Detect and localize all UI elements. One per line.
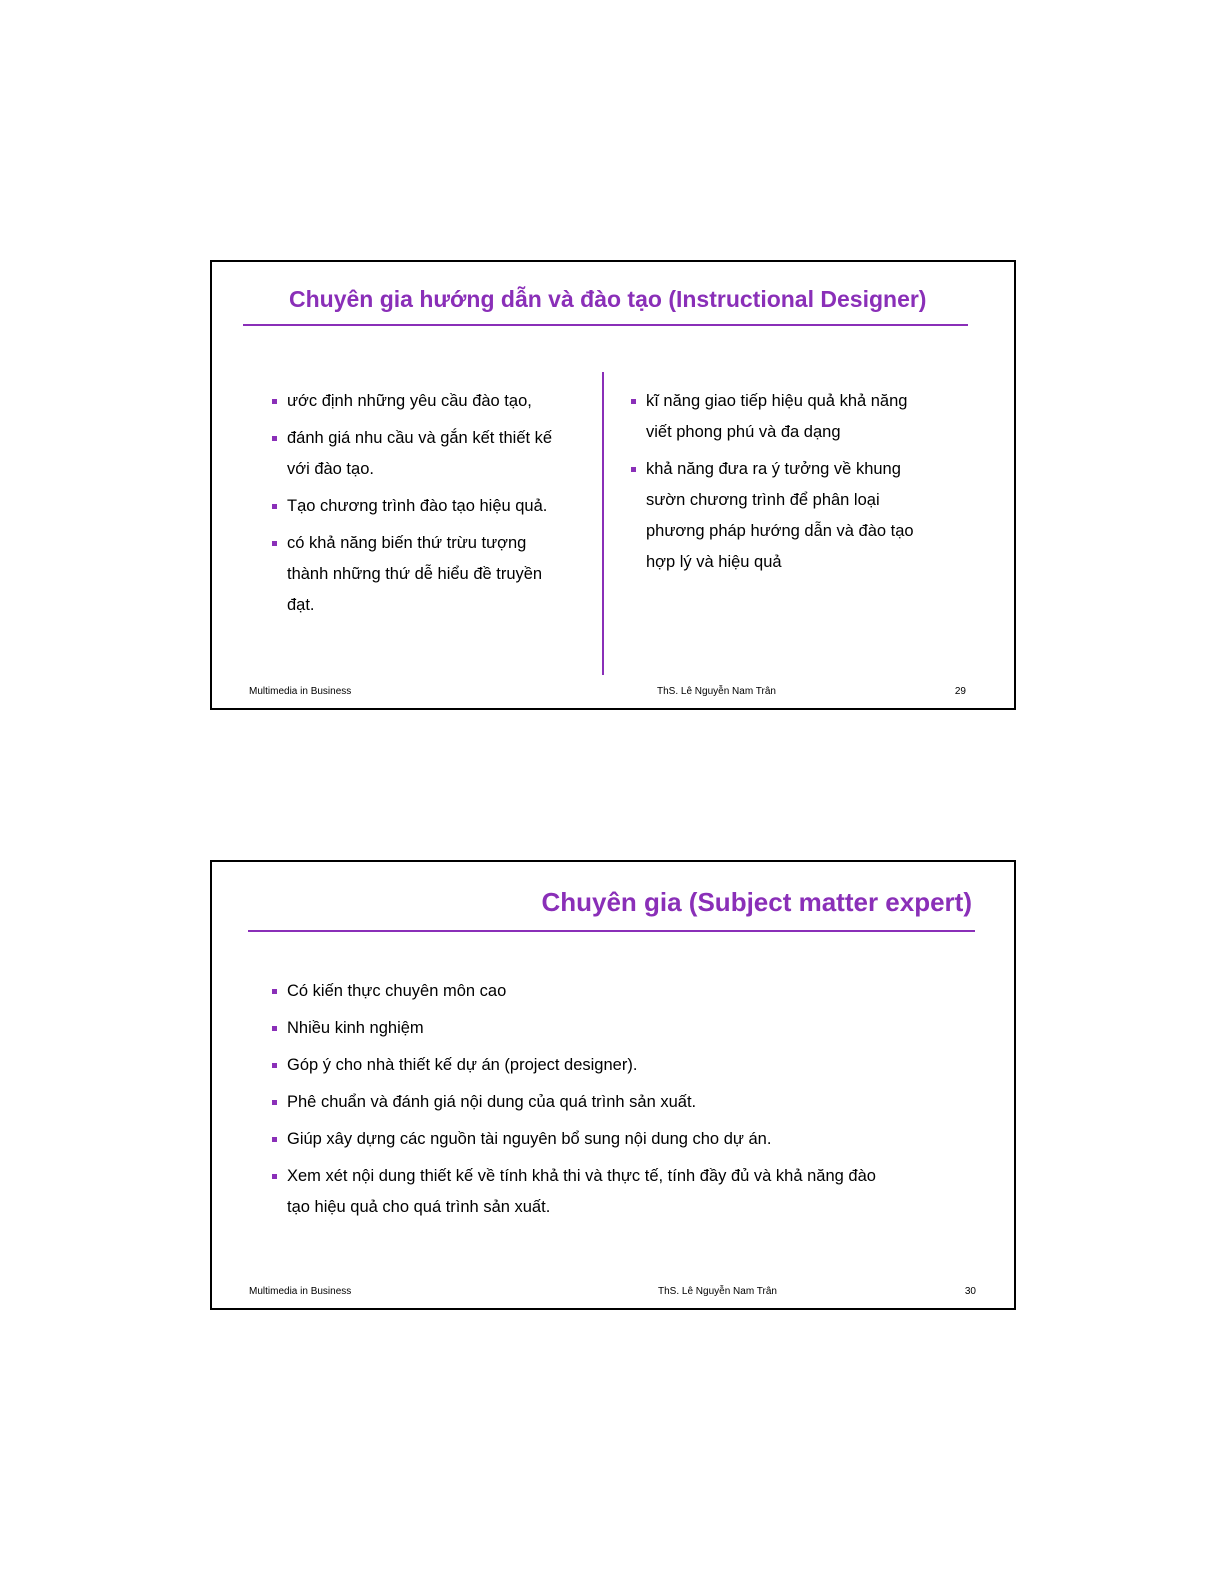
slide-30 <box>210 860 1016 1310</box>
footer-course: Multimedia in Business <box>249 686 352 697</box>
footer-course: Multimedia in Business <box>249 1286 352 1297</box>
footer-author: ThS. Lê Nguyễn Nam Trân <box>658 1286 777 1297</box>
bullet-item: có khả năng biến thứ trừu tượng thành những thứ dễ hiểu đề truyền đạt. <box>272 528 562 621</box>
bullet-item: kĩ năng giao tiếp hiệu quả khả năng viết phong phú và đa dạng <box>631 386 931 448</box>
column-divider <box>602 372 604 675</box>
bullet-item: Phê chuẩn và đánh giá nội dung của quá trình sản xuất. <box>272 1087 882 1118</box>
bullet-list <box>272 976 882 1229</box>
right-bullet-list <box>631 386 931 584</box>
bullet-item: Góp ý cho nhà thiết kế dự án (project designer). <box>272 1050 882 1081</box>
footer-page-number: 29 <box>954 686 966 697</box>
title-underline <box>243 324 968 326</box>
footer-author: ThS. Lê Nguyễn Nam Trân <box>657 686 776 697</box>
bullet-item: khả năng đưa ra ý tưởng về khung sườn chương trình để phân loại phương pháp hướng dẫn và đào tạo hợp lý và hiệu quả <box>631 454 931 578</box>
slide-title: Chuyên gia (Subject matter expert) <box>541 887 972 917</box>
bullet-item: ước định những yêu cầu đào tạo, <box>272 386 562 417</box>
left-bullet-list <box>272 386 562 627</box>
bullet-item: Có kiến thực chuyên môn cao <box>272 976 882 1007</box>
bullet-item: Nhiều kinh nghiệm <box>272 1013 882 1044</box>
slide-title: Chuyên gia hướng dẫn và đào tạo (Instructional Designer) <box>289 286 927 312</box>
slide-29 <box>210 260 1016 710</box>
bullet-item: Xem xét nội dung thiết kế về tính khả thi và thực tế, tính đầy đủ và khả năng đào tạo hiệu quả cho quá trình sản xuất. <box>272 1161 882 1223</box>
footer-page-number: 30 <box>964 1286 976 1297</box>
bullet-item: Giúp xây dựng các nguồn tài nguyên bổ sung nội dung cho dự án. <box>272 1124 882 1155</box>
title-underline <box>248 930 975 932</box>
bullet-item: Tạo chương trình đào tạo hiệu quả. <box>272 491 562 522</box>
bullet-item: đánh giá nhu cầu và gắn kết thiết kế với đào tạo. <box>272 423 562 485</box>
